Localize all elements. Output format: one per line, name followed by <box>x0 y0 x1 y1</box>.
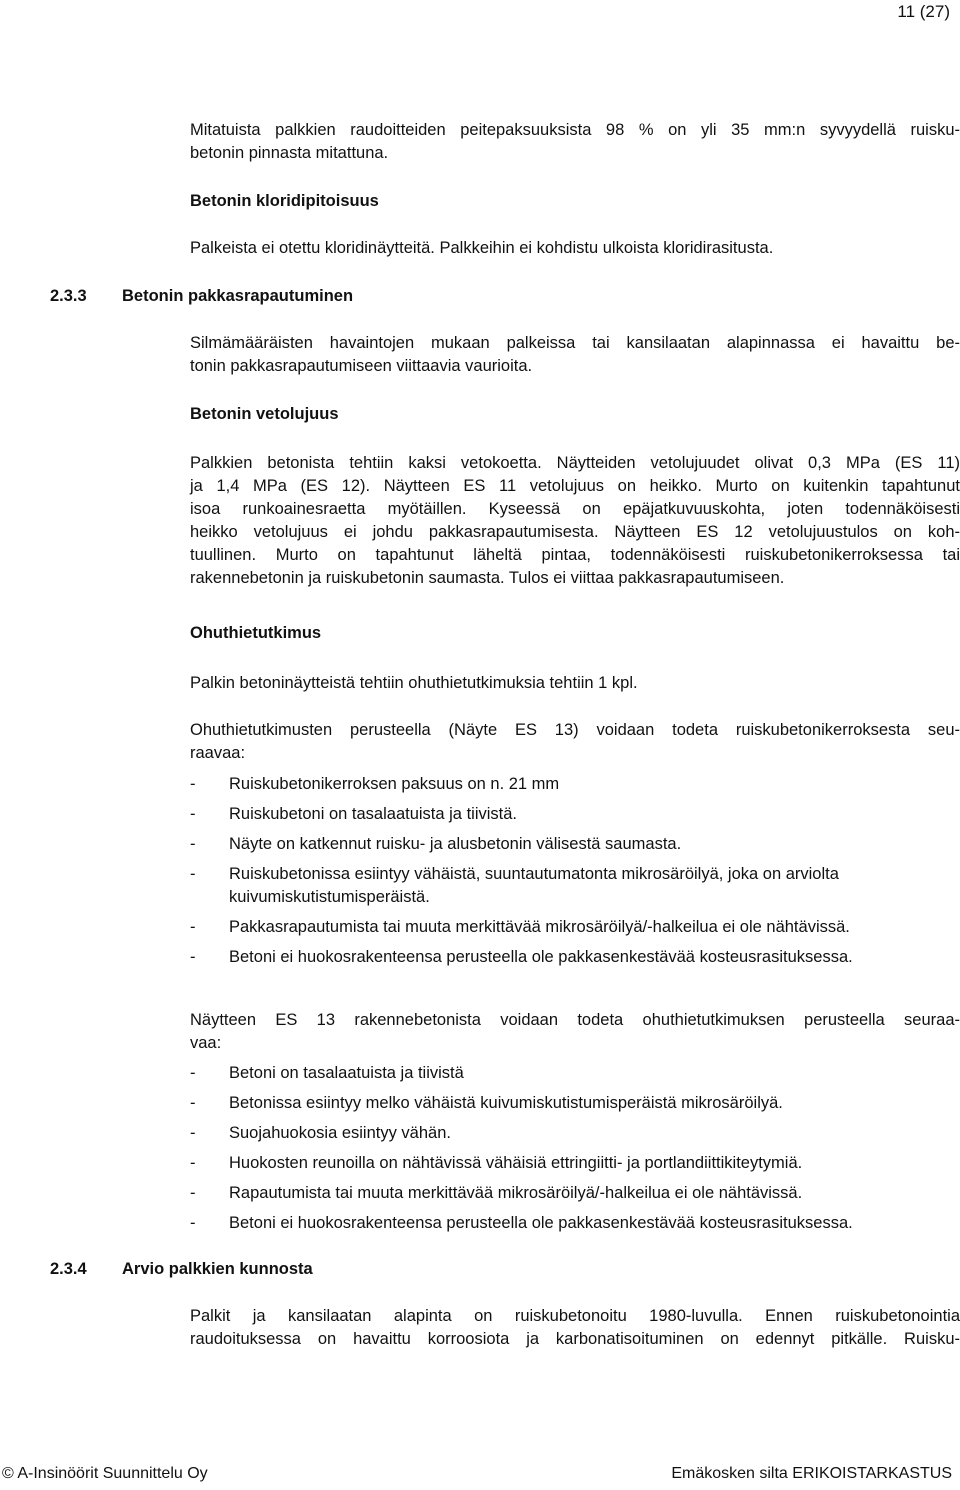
list-dash: - <box>190 865 196 883</box>
list-dash: - <box>190 1154 196 1172</box>
condition-line: Palkit ja kansilaatan alapinta on ruiskubetonoitu 1980-luvulla. Ennen ruiskubetonointia <box>190 1307 960 1325</box>
list-item-text: Betoni ei huokosrakenteensa perusteella ole pakkasenkestävää kosteusrasituksessa. <box>229 948 853 966</box>
tensile-paragraph <box>190 452 960 590</box>
list-item-text: Betonissa esiintyy melko vähäistä kuivumiskutistumisperäistä mikrosäröilyä. <box>229 1094 783 1112</box>
chloride-paragraph: Palkeista ei otettu kloridinäytteitä. Palkkeihin ei kohdistu ulkoista kloridirasitusta. <box>190 239 774 257</box>
list-dash: - <box>190 1124 196 1142</box>
tensile-line: isoa runkoainesraetta myötäillen. Kyseessä on epäjatkuvuuskohta, joten todennäköisesti <box>190 500 960 518</box>
footer-left: © A-Insinöörit Suunnittelu Oy <box>2 1465 208 1482</box>
list-item-line: kuivumiskutistumisperäistä. <box>229 888 430 906</box>
list-dash: - <box>190 1094 196 1112</box>
page-number: 11 (27) <box>897 2 950 21</box>
list-dash: - <box>190 918 196 936</box>
thin-section-p2 <box>190 719 960 765</box>
list-dash: - <box>190 805 196 823</box>
tensile-line: ja 1,4 MPa (ES 12). Näytteen ES 11 vetolujuus on heikko. Murto on kuitenkin tapahtunut <box>190 477 960 495</box>
tensile-line: rakennebetonin ja ruiskubetonin saumasta. Tulos ei viittaa pakkasrapautumiseen. <box>190 569 785 587</box>
list-dash: - <box>190 1214 196 1232</box>
list-item-text: Betoni on tasalaatuista ja tiivistä <box>229 1064 464 1082</box>
frost-paragraph <box>190 332 960 378</box>
list-item-text: Ruiskubetoni on tasalaatuista ja tiivistä. <box>229 805 517 823</box>
intro-line: betonin pinnasta mitattuna. <box>190 144 389 162</box>
list-dash: - <box>190 1184 196 1202</box>
section-title: Betonin pakkasrapautuminen <box>122 287 354 305</box>
list-item-text: Rapautumista tai muuta merkittävää mikrosäröilyä/-halkeilua ei ole nähtävissä. <box>229 1184 803 1202</box>
list-item-line: Ruiskubetonissa esiintyy vähäistä, suuntautumatonta mikrosäröilyä, joka on arviolta <box>229 865 839 883</box>
thin-section-p3-line: vaa: <box>190 1034 222 1052</box>
tensile-line: tuullinen. Murto on tapahtunut läheltä pintaa, todennäköisesti ruiskubetonikerroksessa tai <box>190 546 960 564</box>
thin-section-p2-line: raavaa: <box>190 744 246 762</box>
tensile-heading: Betonin vetolujuus <box>190 405 339 423</box>
list-item-text: Huokosten reunoilla on nähtävissä vähäisiä ettringiitti- ja portlandiittikiteytymiä. <box>229 1154 803 1172</box>
section-number: 2.3.3 <box>50 287 87 305</box>
frost-line: tonin pakkasrapautumiseen viittaavia vaurioita. <box>190 357 533 375</box>
list-item-text: Näyte on katkennut ruisku- ja alusbetonin välisestä saumasta. <box>229 835 682 853</box>
list-dash: - <box>190 948 196 966</box>
section-title: Arvio palkkien kunnosta <box>122 1260 313 1278</box>
intro-paragraph <box>190 119 960 165</box>
tensile-line: Palkkien betonista tehtiin kaksi vetokoetta. Näytteiden vetolujuudet olivat 0,3 MPa (ES 11) <box>190 454 960 472</box>
thin-section-p2-line: Ohuthietutkimusten perusteella (Näyte ES 13) voidaan todeta ruiskubetonikerroksesta seu- <box>190 721 960 739</box>
chloride-heading: Betonin kloridipitoisuus <box>190 192 379 210</box>
thin-section-p3 <box>190 1009 960 1055</box>
footer-right: Emäkosken silta ERIKOISTARKASTUS <box>671 1465 952 1482</box>
list-item-text: Pakkasrapautumista tai muuta merkittävää mikrosäröilyä/-halkeilua ei ole nähtävissä. <box>229 918 850 936</box>
condition-line: raudoituksessa on havaittu korroosiota ja karbonatisoituminen on edennyt pitkälle. Ruisku- <box>190 1330 960 1348</box>
section-number: 2.3.4 <box>50 1260 87 1278</box>
list-dash: - <box>190 835 196 853</box>
list-dash: - <box>190 775 196 793</box>
condition-paragraph <box>190 1305 960 1351</box>
intro-line: Mitatuista palkkien raudoitteiden peitepaksuuksista 98 % on yli 35 mm:n syvyydellä ruisku- <box>190 121 960 139</box>
tensile-line: heikko vetolujuus ei johdu pakkasrapautumisesta. Näytteen ES 12 vetolujuustulos on koh- <box>190 523 960 541</box>
list-dash: - <box>190 1064 196 1082</box>
list-item-text: Ruiskubetonikerroksen paksuus on n. 21 mm <box>229 775 560 793</box>
list-item-text: Betoni ei huokosrakenteensa perusteella ole pakkasenkestävää kosteusrasituksessa. <box>229 1214 853 1232</box>
thin-section-p1: Palkin betoninäytteistä tehtiin ohuthietutkimuksia tehtiin 1 kpl. <box>190 674 638 692</box>
frost-line: Silmämääräisten havaintojen mukaan palkeissa tai kansilaatan alapinnassa ei havaittu be- <box>190 334 960 352</box>
list-item-text <box>229 863 960 909</box>
thin-section-p3-line: Näytteen ES 13 rakennebetonista voidaan todeta ohuthietutkimuksen perusteella seuraa- <box>190 1011 960 1029</box>
list-item-text: Suojahuokosia esiintyy vähän. <box>229 1124 451 1142</box>
thin-section-heading: Ohuthietutkimus <box>190 624 322 642</box>
